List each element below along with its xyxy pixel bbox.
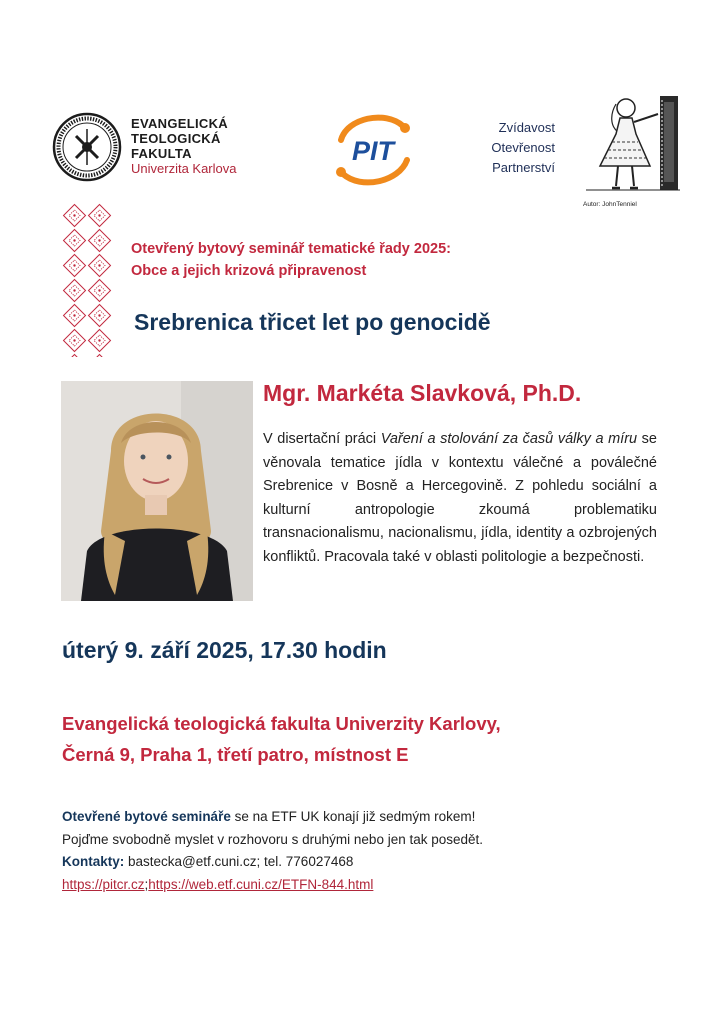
etf-seal-logo xyxy=(52,112,122,182)
value-partnership: Partnerství xyxy=(492,160,555,175)
link-separator: ; xyxy=(144,876,149,892)
value-curiosity: Zvídavost xyxy=(498,120,555,135)
contacts-line xyxy=(62,851,483,874)
bio-text-rest: se věnovala tematice jídla v kontextu válečné a poválečné Srebrenice v Bosně a Hercegovině. Z pohledu sociální a kulturní antropologie zkoumá problematiku transnacionalismu, nacionalismu, jídla, identity a ozbrojených konfliktů. Pracovala také v oblasti politologie a bezpečnosti. xyxy=(263,431,657,565)
etf-event-link[interactable]: https://web.etf.cuni.cz/ETFN-844.html xyxy=(148,876,374,892)
speaker-bio xyxy=(263,428,657,569)
venue-line-1: Evangelická teologická fakulta Univerzity Karlovy, xyxy=(62,713,501,734)
decorative-pattern xyxy=(62,203,112,357)
seminars-bold: Otevřené bytové semináře xyxy=(62,809,231,824)
pit-website-link[interactable]: https://pitcr.cz xyxy=(62,876,145,892)
contacts-label: Kontakty: xyxy=(62,854,125,869)
series-line-2: Obce a jejich krizová připravenost xyxy=(131,263,367,279)
venue-line-2: Černá 9, Praha 1, třetí patro, místnost E xyxy=(62,744,409,765)
value-openness: Otevřenost xyxy=(491,140,555,155)
etf-line-3: FAKULTA xyxy=(131,146,192,161)
series-line-1: Otevřený bytový seminář tematické řady 2025: xyxy=(131,241,451,257)
links-line xyxy=(62,874,483,897)
event-date-time: úterý 9. září 2025, 17.30 hodin xyxy=(62,637,387,663)
seminar-series-heading xyxy=(131,238,451,282)
contacts-value: bastecka@etf.cuni.cz; tel. 776027468 xyxy=(124,854,354,869)
lecture-title: Srebrenica třicet let po genocidě xyxy=(134,309,491,335)
bio-text-start: V disertační práci xyxy=(263,431,381,447)
values-list xyxy=(470,118,555,178)
event-venue xyxy=(62,708,501,770)
illustration-author-credit: Autor: JohnTenniel xyxy=(583,201,637,208)
dissertation-title: Vaření a stolování za časů války a míru xyxy=(380,431,638,447)
pit-logo xyxy=(327,112,419,188)
pit-logo-text: PIT xyxy=(351,136,395,166)
etf-university-name: Univerzita Karlova xyxy=(131,161,237,176)
etf-line-1: EVANGELICKÁ xyxy=(131,116,228,131)
seminars-rest: se na ETF UK konají již sedmým rokem! xyxy=(230,809,476,824)
speaker-name: Mgr. Markéta Slavková, Ph.D. xyxy=(263,380,582,406)
footer-info xyxy=(62,806,483,896)
etf-line-2: TEOLOGICKÁ xyxy=(131,131,221,146)
seminars-note xyxy=(62,806,483,829)
invitation-text: Pojďme svobodně myslet v rozhovoru s druhými nebo jen tak posedět. xyxy=(62,831,484,847)
etf-faculty-name xyxy=(131,116,237,176)
alice-illustration xyxy=(580,92,684,196)
speaker-photo xyxy=(61,381,253,601)
